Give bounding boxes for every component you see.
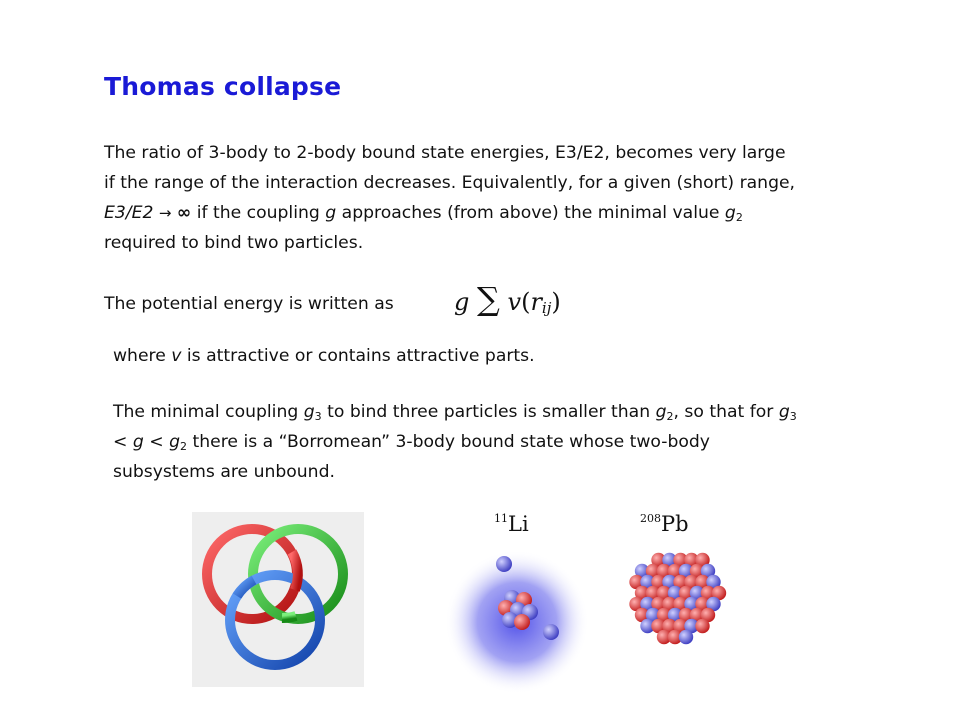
paragraph-borromean: [113, 397, 903, 487]
li-halo-svg: [446, 538, 588, 698]
arrow-icon: →: [158, 204, 172, 222]
paragraph-attractive: [113, 341, 535, 371]
e3-e2-ratio: E3/E2: [104, 203, 154, 223]
paragraph-thomas-ratio: [104, 138, 894, 258]
li-symbol: Li: [508, 512, 529, 536]
infinity-symbol: ∞: [176, 203, 192, 223]
p4-g: g: [132, 432, 144, 452]
p4-c: , so that for: [673, 402, 774, 422]
p4-e: <: [143, 432, 170, 452]
p4-g3: g: [303, 402, 315, 422]
p4-line2: [113, 427, 903, 457]
p1-line1: The ratio of 3-body to 2-body bound state energies, E3/E2, becomes very large: [104, 143, 786, 163]
p4-line3: subsystems are unbound.: [113, 462, 335, 482]
p3-b: is attractive or contains attractive parts.: [186, 346, 535, 366]
p4-a: The minimal coupling: [113, 402, 299, 422]
pb-mass: 208: [640, 512, 661, 525]
potential-energy-text: The potential energy is written as: [104, 294, 394, 314]
p1-line3-a: if the coupling: [196, 203, 320, 223]
p3-v: v: [171, 346, 182, 366]
halo-neutron-1: [496, 556, 512, 572]
coupling-g: g: [325, 203, 337, 223]
slide-title: Thomas collapse: [104, 72, 342, 101]
formula-ij-text: ij: [541, 299, 552, 317]
sum-symbol: ∑: [477, 280, 500, 318]
pb-nucleus-svg: [616, 542, 738, 648]
green-ring-over: [282, 616, 296, 618]
p4-g2b: g: [169, 432, 181, 452]
li-label: [494, 512, 529, 536]
p1-line2: if the range of the interaction decreases. Equivalently, for a given (short) range,: [104, 173, 796, 193]
p4-d: <: [113, 432, 133, 452]
borromean-rings-svg: [192, 512, 364, 687]
g2-subscript: 2: [735, 211, 743, 224]
formula-r: r: [530, 288, 542, 316]
formula-v: v: [507, 288, 522, 316]
p1-line3: [104, 198, 894, 228]
g2-symbol: g: [724, 203, 736, 223]
p4-f: there is a “Borromean” 3-body bound state whose two-body: [192, 432, 710, 452]
halo-neutron-2: [543, 624, 559, 640]
p4-b: to bind three particles is smaller than: [327, 402, 651, 422]
p4-g3b-sub: 3: [789, 410, 797, 423]
p1-line4: required to bind two particles.: [104, 233, 364, 253]
p4-g2: g: [655, 402, 667, 422]
lead-208-nucleus-image: [616, 508, 738, 648]
p3-a: where: [113, 346, 166, 366]
li-mass: 11: [494, 512, 508, 525]
p4-g3-sub: 3: [314, 410, 322, 423]
pb-nucleons: [629, 553, 726, 644]
nucleon: [679, 630, 693, 644]
nucleon: [695, 619, 709, 633]
pb-symbol: Pb: [661, 512, 689, 536]
formula-ij: [542, 299, 551, 317]
lithium-11-nucleus-image: [446, 508, 588, 698]
p1-line3-b: approaches (from above) the minimal value: [341, 203, 720, 223]
p4-g2-sub: 2: [666, 410, 674, 423]
potential-formula: g ∑ $v(r_{ij})$: [454, 280, 561, 318]
p4-g3b: g: [778, 402, 790, 422]
pb-label: [640, 512, 689, 536]
borromean-rings-image: [192, 512, 364, 687]
p4-g2b-sub: 2: [180, 440, 188, 453]
p4-line1: [113, 397, 903, 427]
formula-g: g: [454, 288, 470, 316]
